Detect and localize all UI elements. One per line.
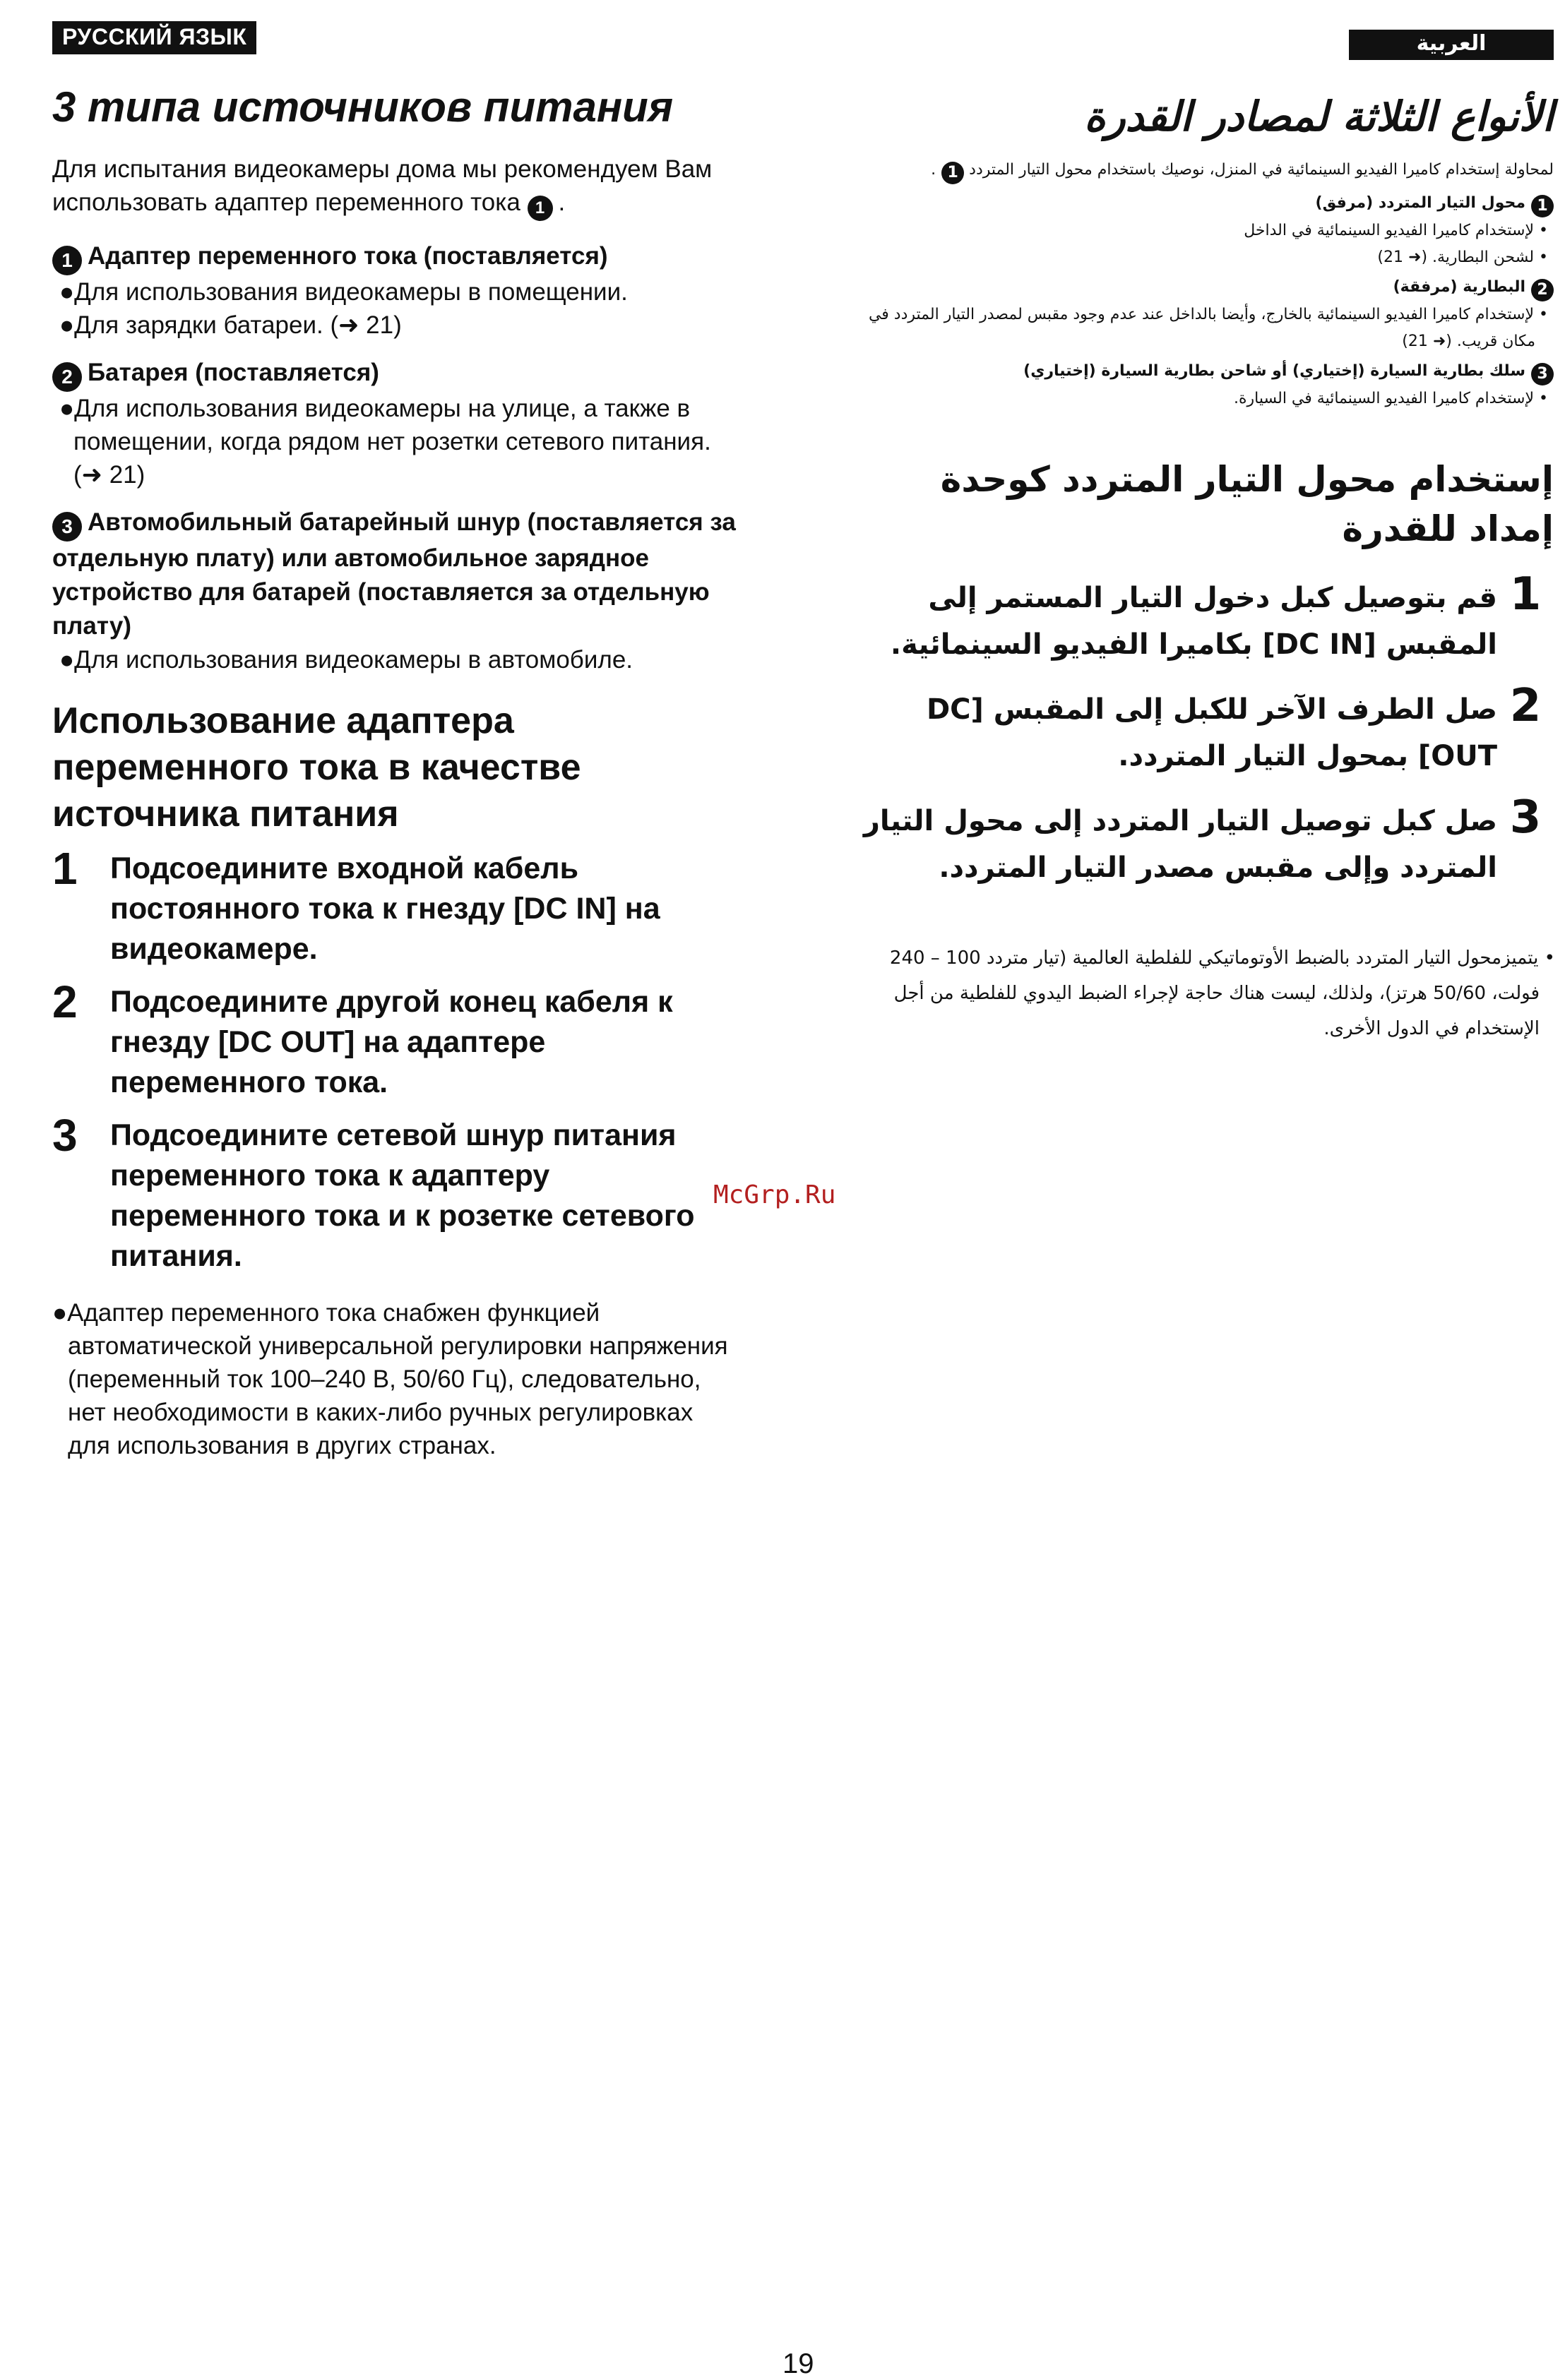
item-bullet: ●Для зарядки батареи. (➜ 21) xyxy=(59,311,402,339)
voltage-note-ar: • يتميزمحول التيار المتردد بالضبط الأوتوماتيكي للفلطية العالمية (تيار متردد 100 – 240 فولت، 50/60 هرتز)، ولذلك، ليست هناك حاجة لإجراء الضبط اليدوي للفلطية من أجل الإستخدام في الدول الأخرى. xyxy=(889,947,1555,1039)
power-source-item xyxy=(855,190,1554,271)
item-heading xyxy=(855,190,1554,217)
item-number-badge: 2 xyxy=(52,362,82,392)
step-text: Подсоедините входной кабель постоянного тока к гнезду [DC IN] на видеокамере. xyxy=(110,851,660,966)
item-bullet: • لإستخدام كاميرا الفيديو السينمائية بالخارج، وأيضا بالداخل عند عدم وجود مقبس لمصدر التيار المتردد في مكان قريب. (➜ 21) xyxy=(868,305,1548,350)
step-number: 2 xyxy=(1509,679,1542,732)
item-bullet: • لشحن البطارية. (➜ 21) xyxy=(1377,248,1548,266)
step xyxy=(52,976,737,1103)
item-number-badge: 2 xyxy=(1531,279,1554,301)
step xyxy=(855,568,1554,668)
item-bullet: ●Для использования видеокамеры в автомобиле. xyxy=(59,646,633,674)
item-heading-text: Адаптер переменного тока (поставляется) xyxy=(88,242,608,270)
item-number-badge: 1 xyxy=(528,196,553,221)
power-source-item xyxy=(52,506,737,676)
item-bullet: ●Для использования видеокамеры на улице, а также в помещении, когда рядом нет розетки сетевого питания. (➜ 21) xyxy=(59,395,711,489)
voltage-note-ru: ●Адаптер переменного тока снабжен функцией автоматической универсальной регулировки напряжения (переменный ток 100–240 В, 50/60 Гц), следовательно, нет необходимости в каких-либо ручных регулировках для использования в других странах. xyxy=(52,1299,728,1459)
item-number-badge: 1 xyxy=(941,162,964,184)
item-heading-text: محول التيار المتردد (مرفق) xyxy=(1315,193,1525,212)
russian-column xyxy=(52,21,737,1462)
item-heading xyxy=(855,358,1554,385)
item-number-badge: 1 xyxy=(52,246,82,275)
item-heading xyxy=(52,239,737,275)
item-bullet: ●Для использования видеокамеры в помещении. xyxy=(59,278,628,306)
item-bullet: • لإستخدام كاميرا الفيديو السينمائية في الداخل xyxy=(1244,221,1548,239)
page-title-ru: 3 типа источников питания xyxy=(52,83,674,131)
power-source-item xyxy=(855,358,1554,412)
step xyxy=(52,843,737,969)
intro-text: Для испытания видеокамеры дома мы рекомендуем Вам использовать адаптер переменного тока xyxy=(52,155,713,216)
step-number: 1 xyxy=(52,843,78,894)
arabic-column xyxy=(855,30,1554,1046)
intro-text: لمحاولة إستخدام كاميرا الفيديو السينمائية في المنزل، نوصيك باستخدام محول التيار المتردد xyxy=(969,160,1554,179)
watermark: McGrp.Ru xyxy=(713,1180,836,1209)
language-label-ru: РУССКИЙ ЯЗЫК xyxy=(52,21,256,54)
item-heading-text: البطارية (مرفقة) xyxy=(1393,277,1525,296)
intro-end: . xyxy=(558,189,566,216)
item-heading-text: Автомобильный батарейный шнур (поставляется за отдельную плату) или автомобильное зарядное устройство для батарей (поставляется за отдельную плату) xyxy=(52,508,736,640)
section-title-ru: Использование адаптера переменного тока в качестве источника питания xyxy=(52,700,581,835)
item-number-badge: 3 xyxy=(52,512,82,542)
intro-end: . xyxy=(931,160,936,179)
item-heading xyxy=(52,356,737,392)
item-heading xyxy=(855,274,1554,301)
item-heading-text: Батарея (поставляется) xyxy=(88,359,379,386)
language-label-ar: العربية xyxy=(1349,30,1554,60)
power-source-item xyxy=(52,356,737,491)
step-text: Подсоедините другой конец кабеля к гнезду [DC OUT] на адаптере переменного тока. xyxy=(110,985,673,1099)
item-number-badge: 1 xyxy=(1531,195,1554,217)
power-source-item xyxy=(855,274,1554,355)
item-heading-text: سلك بطارية السيارة (إختياري) أو شاحن بطارية السيارة (إختياري) xyxy=(1023,361,1525,380)
step-text: Подсоедините сетевой шнур питания переменного тока к адаптеру переменного тока и к розетке сетевого питания. xyxy=(110,1118,695,1273)
section-title-ar: إستخدام محول التيار المتردد كوحدة إمداد للقدرة xyxy=(940,458,1554,549)
item-heading xyxy=(52,506,737,643)
step-number: 3 xyxy=(1509,791,1542,844)
page-title-ar: الأنواع الثلاثة لمصادر القدرة xyxy=(1084,92,1554,140)
step-text: صل كبل توصيل التيار المتردد إلى محول التيار المتردد وإلى مقبس مصدر التيار المتردد. xyxy=(863,804,1497,884)
step-text: قم بتوصيل كبل دخول التيار المستمر إلى المقبس [DC IN] بكاميرا الفيديو السينمائية. xyxy=(890,581,1497,661)
power-source-item xyxy=(52,239,737,342)
page-number: 19 xyxy=(782,2348,814,2379)
intro-ru xyxy=(52,153,737,221)
step-number: 3 xyxy=(52,1110,78,1161)
item-number-badge: 3 xyxy=(1531,363,1554,385)
intro-ar xyxy=(855,157,1554,184)
step xyxy=(855,679,1554,779)
step-number: 2 xyxy=(52,976,78,1027)
step xyxy=(52,1110,737,1276)
step xyxy=(855,791,1554,891)
step-number: 1 xyxy=(1509,568,1542,621)
step-text: صل الطرف الآخر للكبل إلى المقبس [DC OUT] بمحول التيار المتردد. xyxy=(926,693,1497,772)
item-bullet: • لإستخدام كاميرا الفيديو السينمائية في السيارة. xyxy=(1234,389,1548,407)
